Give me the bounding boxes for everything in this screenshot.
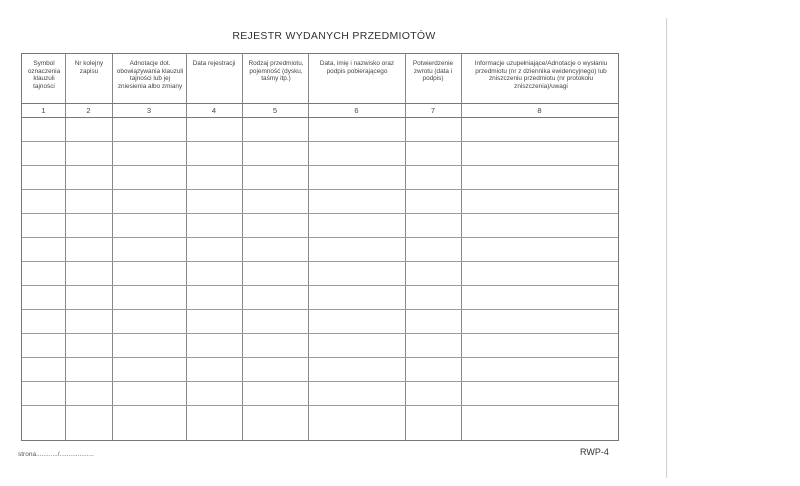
row-divider <box>22 405 618 406</box>
row-divider <box>22 141 618 142</box>
column-header-clause-notes: Adnotacje dot. obowiązywania klauzuli tajności lub jej zniesienia albo zmiany <box>116 60 184 90</box>
column-number: 2 <box>86 106 91 115</box>
header-divider <box>22 103 618 104</box>
column-number: 4 <box>211 106 217 115</box>
row-divider <box>22 285 618 286</box>
column-number: 3 <box>146 106 152 115</box>
row-divider <box>22 189 618 190</box>
column-header-return-confirmation: Potwierdzenie zwrotu (data i podpis) <box>412 60 454 83</box>
column-number: 8 <box>537 106 542 115</box>
column-header-symbol: Symbol oznaczenia klauzuli tajności <box>27 60 61 90</box>
row-divider <box>22 333 618 334</box>
form-code: RWP-4 <box>580 447 609 457</box>
number-row-divider <box>22 117 618 118</box>
column-number: 5 <box>272 106 278 115</box>
column-number: 7 <box>430 106 436 115</box>
row-divider <box>22 381 618 382</box>
row-divider <box>22 261 618 262</box>
row-divider <box>22 309 618 310</box>
sheet-edge <box>666 18 667 478</box>
column-number: 1 <box>41 106 46 115</box>
column-header-additional-info: Informacje uzupełniające/Adnotacje o wysłaniu przedmiotu (nr z dziennika ewidencyjnego) lub zniszczeniu przedmiotu (nr protokołu zniszczenia)/uwagi <box>474 60 608 90</box>
row-divider <box>22 357 618 358</box>
row-divider <box>22 213 618 214</box>
column-header-recipient: Data, imię i nazwisko oraz podpis pobierającego <box>319 60 395 75</box>
row-divider <box>22 165 618 166</box>
register-title: REJESTR WYDANYCH PRZEDMIOTÓW <box>232 30 436 42</box>
row-divider <box>22 237 618 238</box>
register-table <box>21 53 619 441</box>
page-number-field: strona............/................... <box>18 451 94 458</box>
column-header-entry-number: Nr kolejny zapisu <box>74 60 104 75</box>
column-header-registration-date: Data rejestracji <box>192 60 236 67</box>
column-header-item-type: Rodzaj przedmiotu, pojemność (dysku, taśmy itp.) <box>248 60 304 83</box>
column-number: 6 <box>354 106 359 115</box>
